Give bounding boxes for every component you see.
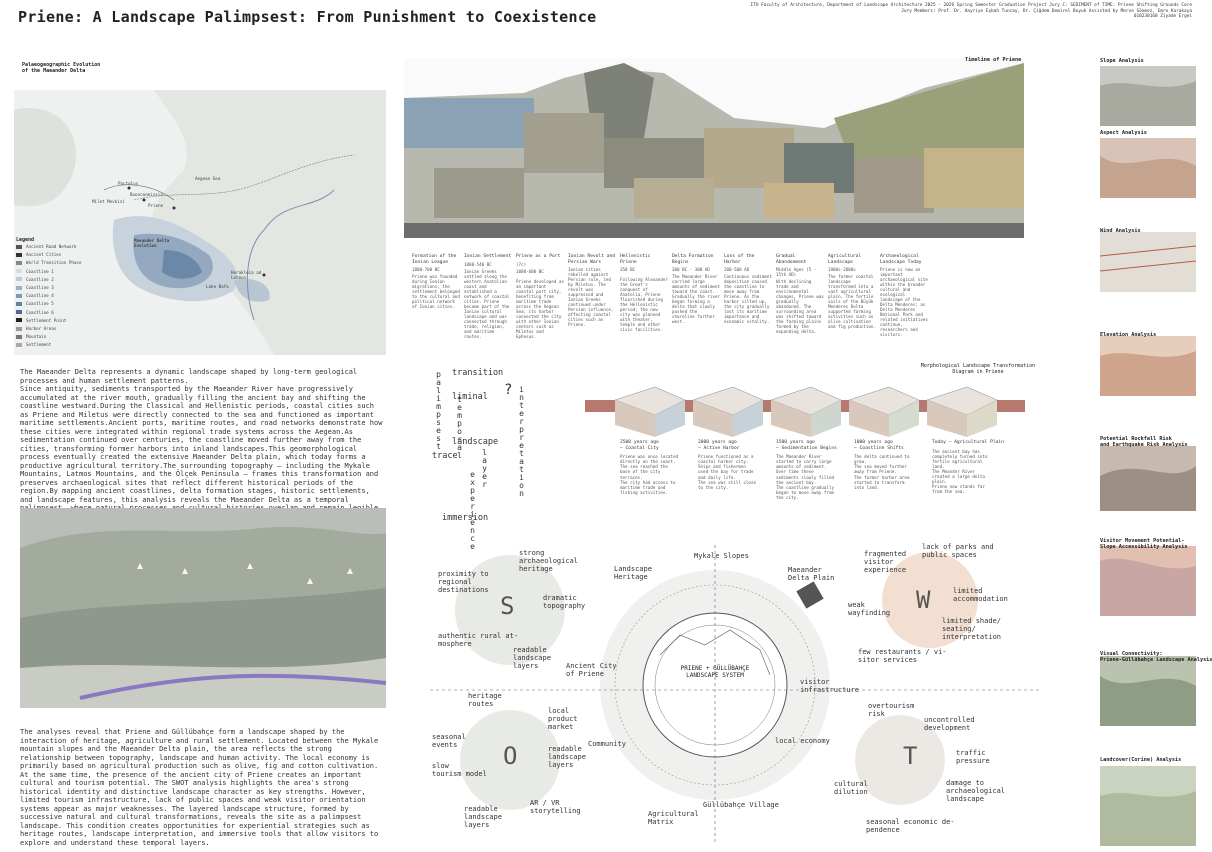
weakness-4: weak wayfinding [848, 601, 891, 617]
legend-label: Coastline 4 [26, 293, 54, 299]
legend-swatch [16, 310, 22, 314]
system-priene: Ancient City of Priene [566, 662, 617, 678]
system-mykale: Mykale Slopes [694, 552, 749, 560]
legend-swatch [16, 318, 22, 322]
morph-stage-text: The Maeander River started to carry large amounts of sediment. Over time these sediments slowly filled the ancient bay. The coastline gradually began to move away from the city. [776, 454, 834, 500]
timeline-period-title: Delta Formation Begins [672, 254, 714, 265]
analysis-visitor: Visitor Movement Potential- Slope Accessibility Analysis [1100, 538, 1188, 550]
system-matrix: Agricultural Matrix [648, 810, 699, 826]
timeline-period-date: 1000-540 BC [464, 261, 492, 267]
weakness-1: fragmented visitor experience [864, 550, 907, 574]
legend-title: Legend [16, 237, 35, 243]
swot-letter-o: O [503, 742, 518, 770]
map-label-delta: Maeander Delta Evolution [134, 238, 170, 249]
intro-text: The Maeander Delta represents a dynamic landscape shaped by long-term geological processes and human settlement patterns. Since antiquity, sediments transported by the Maeander River have progressively accumulated at the river mouth, gradually filling the ancient bay and shifting the coastline westward.During the Classical and Hellenistic periods, coastal cities such as Priene and Miletus were directly connected to the sea and functioned as important maritime settlements.Ancient ports, maritime routes, and road networks demonstrate how these cities were integrated within regional trade systems across the Aegean.As sedimentation continued over centuries, the coastline moved further away from the cities, transforming former harbors into inland landscapes.This geomorphological process eventually created the extensive Maeander Delta plain, which today forms a productive agricultural territory.The surrounding topography — including the Mykale Mountains, Latmos Mountains, and the Ölçek Peninsula — frames this transformation and preserves archaeological sites that reflect different historical periods of the region.By mapping ancient coastlines, delta formation stages, historic settlements, and landscape features, this analysis reveals the Maeander Delta as a temporal [20, 368, 383, 504]
weakness-3: limited accommodation [953, 587, 1008, 603]
timeline-period-title: Ionian Revolt and Persian Wars [568, 254, 616, 265]
timeline-period [620, 254, 668, 332]
timeline-period-title: Agricultural Landscape [828, 254, 862, 265]
map-label-priene: Priene [148, 203, 164, 208]
kw-liminal: liminal [452, 392, 488, 402]
strength-2: proximity to regional destinations [438, 570, 489, 594]
kw-immersion: immersion [442, 513, 489, 523]
legend-item [16, 252, 86, 257]
legend-label: Coastline 1 [26, 268, 54, 274]
timeline-period-date: 1900s-2000s [828, 267, 856, 273]
analysis-visual: Visual Connectivity: Priene-Güllübahçe Landscape Analysis [1100, 651, 1212, 663]
morph-stage-text: Priene was once located directly on the coast. The sea reached the base of the city terraces. The city had access to maritime trade and fishing activities. [620, 454, 678, 495]
header-line1: ITU Faculty of Architecture, Department of Landscape Architecture 2025 - 2026 Spring Semester Graduation Project Jury C: SEDIMENT of TIME: Priene Shifting Grounds Core [750, 3, 1192, 8]
timeline-period [776, 254, 827, 335]
morph-stage-title: 1000 years ago — Coastline Shifts [854, 440, 904, 451]
legend-item [16, 269, 86, 274]
timeline-period-date: Middle Ages (5 - 15th AD) [776, 267, 817, 278]
legend-item [16, 285, 86, 290]
timeline-period-title: Formation of the Ionian League [412, 254, 457, 265]
legend-item [16, 310, 86, 315]
timeline-period-text: Continuous sediment deposition caused the coastline to move away from Priene. As the harbor silted up, the city gradually lost its maritime importance and economic vitality. [724, 274, 775, 325]
timeline-collage-svg [404, 58, 1024, 238]
legend-label: Mountain [26, 334, 47, 340]
system-economy: local economy [775, 737, 830, 745]
threat-3: traffic pressure [956, 749, 990, 765]
timeline-period-text: Priene was founded during Ionian migrations; the settlement belonged to the cultural and political network of Ionian cities. [412, 274, 463, 310]
opportunity-7: readable landscape layers [464, 805, 502, 829]
conclusion-text: The analyses reveal that Priene and Güllübahçe form a landscape shaped by the interaction of heritage, agriculture and rural settlement. Located between the Mykale mountain slopes and the Maeander Delta plain, the area reflects the strong relationship between topography, landscape and human activity. The local economy is primarily based on agricultural production such as olive, fig and cotton cultivation. At the same time, the presence of the ancient city of Priene creates an important cultural and tourism potential. The SWOT analysis highlights the area's strong historical identity and distinctive landscape character as key strengths. However, limited tourism infrastructure, lack of public spaces and weak visitor orientation systems appear as major weaknesses. The layered landscape structure, formed by successive natural and cultural transformations, reveals the site as a palimpsest landscape. This condition creates opportunities for experiential strategies such as heritage routes, landscape interpretation, and immersive tools that allow visitors to explore and understand these temporal layers. [20, 728, 383, 847]
timeline-period [464, 254, 512, 339]
aerial-photo-svg [20, 508, 386, 708]
morph-stage [776, 440, 836, 500]
header-info [730, 3, 1192, 20]
morph-stage [698, 440, 758, 490]
threat-5: damage to archaeological landscape [946, 779, 1006, 803]
timeline-period [412, 254, 463, 310]
analysis-landcover: Landcover(Corine) Analysis [1100, 757, 1182, 763]
morph-stage [854, 440, 914, 490]
timeline-period [880, 254, 931, 338]
legend-item [16, 277, 86, 282]
opportunity-5: slow tourism model [432, 762, 487, 778]
opportunity-6: AR / VR storytelling [530, 799, 581, 815]
system-village: Güllübahçe Village [703, 801, 779, 809]
morph-stage [620, 440, 680, 495]
legend-label: Settlement Point [26, 317, 67, 323]
timeline-period-title: Ionian Settlement [464, 254, 512, 259]
kw-experience: experience [468, 470, 477, 550]
legend-swatch [16, 302, 22, 306]
legend-label: Coastline 3 [26, 285, 54, 291]
legend-label: Coastline 6 [26, 309, 54, 315]
morph-stages [620, 440, 1040, 540]
analysis-wind: Wind Analysis [1100, 228, 1141, 234]
map-label-miletus: Milet Mevkisi [92, 199, 125, 204]
header-line3: 010230168 Ziyade Ergel [1133, 14, 1192, 20]
kw-transition: transition [452, 368, 504, 378]
kw-landscape: landscape [452, 437, 499, 447]
timeline-collage [404, 58, 1024, 238]
timeline-period-date: 300 BC - 300 AD [672, 267, 710, 273]
timeline-period-text: 1000-600 BC Priene developed as an important coastal port city, benefiting from maritime trade across the Aegean Sea; its harbor connected the city with other Ionian centers such as Miletus and Ephesus. [516, 268, 564, 339]
legend-item [16, 326, 86, 331]
legend-swatch [16, 335, 22, 339]
map-label-aegean: Aegean Sea [195, 176, 221, 181]
threat-1: overtourism risk [868, 702, 915, 718]
morph-stage-text: The ancient bay has completely turned into fertile agricultural land. The Meander River created a large delta plain. Priene now stands far from the sea. [932, 448, 988, 495]
legend-swatch [16, 269, 22, 273]
analysis-column-svg [1040, 56, 1198, 848]
legend-swatch [16, 294, 22, 298]
timeline-period-date: (7c) [516, 261, 527, 267]
timeline-period-text: With declining trade and environmental changes, Priene was gradually abandoned. The surrounding area was shifted toward the farming plains formed by the expanding delta. [776, 279, 827, 335]
opportunity-4: readable landscape layers [548, 745, 586, 769]
legend-swatch [16, 253, 22, 257]
swot-letter-s: S [500, 592, 515, 620]
system-delta: Maeander Delta Plain [788, 566, 835, 582]
timeline-period-date: 1000-700 BC [412, 267, 440, 273]
header-line2: Jury Members: Prof. Dr. Hayriye Eşbah Tuncay, Dr. Çiǧdem Demirel Buyuk Assisted by Merve Sönmez, Emre Karakaya [901, 8, 1192, 14]
threat-6: seasonal economic de- pendence [866, 818, 955, 834]
map-label-bonpanish: Buonconmissia [130, 192, 163, 197]
kw-trace: trace [432, 451, 458, 461]
kw-layer: layer [480, 448, 489, 488]
paleo-legend [16, 237, 86, 351]
analysis-rockfall: Potential Rockfall Risk and Earthquake Risk Analysis [1100, 436, 1188, 448]
swot-center: PRIENE + GÜLLÜBAHÇE LANDSCAPE SYSTEM [680, 665, 750, 679]
legend-swatch [16, 327, 22, 331]
morph-stage-text: The delta continued to grow. The sea moved further away from Priene. The former harbor area started to transform into land. [854, 454, 910, 490]
legend-swatch [16, 261, 22, 265]
timeline-period-text: Ionian Greeks settled along the western Anatolian coast and established a network of coastal cities. Priene became part of the Ionian cultural landscape and was connected through trade, religion, and maritime routes. [464, 268, 512, 339]
legend-swatch [16, 286, 22, 290]
legend-item [16, 318, 86, 323]
legend-label: Coastline 5 [26, 301, 54, 307]
timeline-period [568, 254, 616, 327]
timeline-period-text: The former coastal landscape transformed into a vast agricultural plain. The fertile soils of the Büyük Menderes Delta supported farming activities such as olive cultivation and fig production. [828, 274, 876, 330]
system-visitor: visitor infrastructure [800, 678, 860, 694]
opportunity-1: heritage routes [468, 692, 502, 708]
legend-item [16, 334, 86, 339]
timeline-title: Timeline of Priene [965, 57, 1022, 63]
opportunity-3: seasonal events [432, 733, 466, 749]
swot-letter-t: T [903, 742, 918, 770]
legend-swatch [16, 343, 22, 347]
morph-title: Morphological Landscape Transformation Diagram in Priene [920, 363, 1036, 375]
morph-stage-text: Priene functioned as a coastal harbor city. Ships and fishermen used the bay for trade and daily life. The sea was still close to the city. [698, 454, 756, 490]
kw-qmark: ? [504, 382, 513, 398]
weakness-5: limited shade/ seating/ interpretation [942, 617, 1002, 641]
analysis-column [1040, 56, 1198, 848]
legend-item [16, 293, 86, 298]
threat-2: uncontrolled development [924, 716, 975, 732]
threat-4: cultural dilution [834, 780, 868, 796]
morph-stage-title: 1500 years ago — Sedimentation Begins [776, 440, 837, 451]
aerial-photo [20, 508, 386, 708]
kw-temporal: temporal [455, 395, 464, 459]
timeline-period-title: Priene as a Port [516, 254, 561, 259]
system-community: Community [588, 740, 626, 748]
morph-stage-title: 2000 years ago — Active Harbor [698, 440, 740, 451]
legend-label: Ancient Cities [26, 252, 62, 258]
legend-label: Ancient Road Network [26, 244, 77, 249]
morph-diagram-svg [585, 375, 1025, 445]
page-title: Priene: A Landscape Palimpsest: From Punishment to Coexistence [18, 8, 597, 26]
weakness-6: few restaurants / vi- sitor services [858, 648, 947, 664]
morph-stage-title: Today — Agricultural Plain [932, 440, 1004, 445]
timeline-period [516, 254, 564, 339]
timeline-period [724, 254, 775, 325]
timeline-period-text: Priene is now an important archaeological site within the broader cultural and ecological landscape of the Delta Menderes; as Delta Menderes National Park and related initiatives continue, researchers and visitors. [880, 267, 931, 338]
timeline-period-date: 200-500 AD [724, 267, 750, 273]
legend-item [16, 244, 86, 249]
timeline-period-title: Loss of the Harbor [724, 254, 755, 265]
strength-5: readable landscape layers [513, 646, 551, 670]
morph-stage-title: 2500 years ago — Coastal City [620, 440, 659, 451]
timeline-period-text: The Maeander River carried large amounts of sediment toward the coast. Gradually the river began forming a delta that slowly pushed the shoreline further west. [672, 274, 723, 325]
timeline-period-text: Ionian cities rebelled against Persian rule, led by Miletus. The revolt was suppressed and Ionian Greeks continued under Persian influence, affecting coastal cities such as Priene. [568, 267, 616, 328]
map-label-heraclea: Herakleia ad Latmos [231, 270, 262, 281]
opportunity-2: local product market [548, 707, 578, 731]
timeline-period-title: Hellenistic Priene [620, 254, 651, 265]
system-heritage: Landscape Heritage [614, 565, 652, 581]
analysis-slope: Slope Analysis [1100, 58, 1144, 64]
legend-swatch [16, 277, 22, 281]
map-label-lake: Lake Bafa [206, 284, 229, 289]
kw-interpretation: interpretation [517, 385, 526, 497]
legend-item [16, 301, 86, 306]
weakness-2: lack of parks and public spaces [922, 543, 994, 559]
swot-letter-w: W [916, 586, 931, 614]
timeline-period [828, 254, 876, 329]
morph-diagram [585, 375, 1025, 445]
strength-3: dramatic topography [543, 594, 586, 610]
kw-palimpsest: palimpsest [434, 370, 443, 450]
analysis-aspect: Aspect Analysis [1100, 130, 1147, 136]
timeline-period-text: 350 BC Following Alexander the Great's conquest of Anatolia, Priene flourished during the Hellenistic period; the new city was planned with theater, temple and other civic facilities. [620, 267, 668, 333]
legend-swatch [16, 245, 22, 249]
map-label-pactolus: Pactolus [118, 181, 139, 186]
legend-label: Settlement [26, 342, 52, 348]
paleo-title: Palaeogeographic Evolution of the Maeander Delta [22, 62, 101, 74]
legend-label: Coastline 2 [26, 276, 54, 282]
strength-4: authentic rural at- mosphere [438, 632, 519, 648]
legend-label: World Transition Phase [26, 260, 82, 266]
morph-stage [932, 440, 1004, 495]
strength-1: strong archaeological heritage [519, 549, 579, 573]
legend-item [16, 342, 86, 347]
timeline-period-title: Gradual Abandonment [776, 254, 807, 265]
legend-label: Harbor Areas [26, 326, 57, 332]
timeline-period [672, 254, 723, 325]
legend-item [16, 260, 86, 265]
timeline-period-title: Archaeological Landscape Today [880, 254, 922, 265]
analysis-elevation: Elevation Analysis [1100, 332, 1157, 338]
